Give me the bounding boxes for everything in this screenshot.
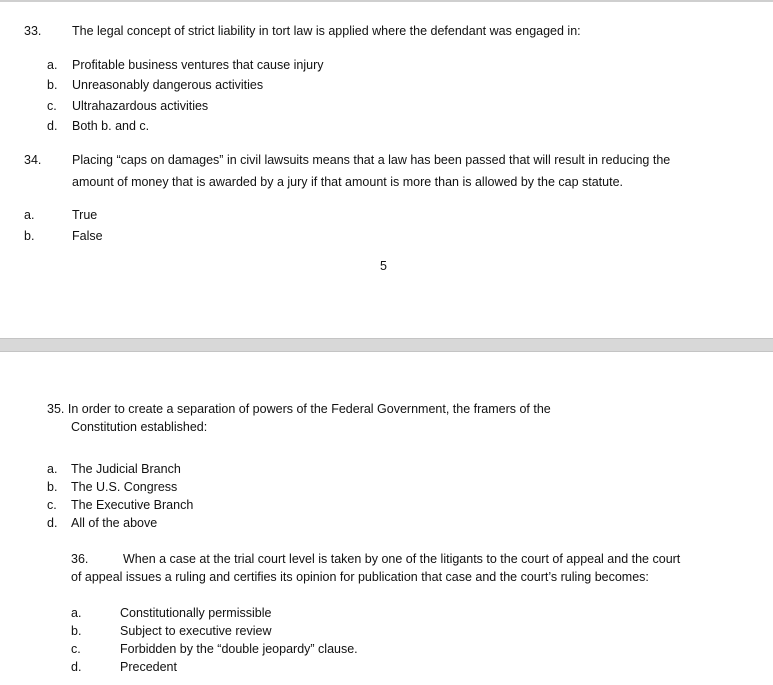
q33-option-d-letter: d. xyxy=(47,119,58,133)
q36-option-b-letter: b. xyxy=(71,624,82,638)
q33-option-c-text: Ultrahazardous activities xyxy=(72,99,209,113)
q34-option-a-text: True xyxy=(72,208,98,222)
q33-option-b-letter: b. xyxy=(47,78,58,92)
q36-option-d-text: Precedent xyxy=(120,660,177,674)
q34-option-b-letter: b. xyxy=(24,229,35,243)
q35-option-d-letter: d. xyxy=(47,516,58,530)
page-number: 5 xyxy=(380,259,387,273)
q34-option-a-letter: a. xyxy=(24,208,35,222)
q35-text-line2: Constitution established: xyxy=(71,420,208,434)
q35-option-b-text: The U.S. Congress xyxy=(71,480,178,494)
q33-option-a-letter: a. xyxy=(47,58,58,72)
q35-option-a-letter: a. xyxy=(47,462,58,476)
q33-number: 33. xyxy=(24,24,42,38)
q35-text-line1: 35. In order to create a separation of powers of the Federal Government, the framers of the xyxy=(47,402,551,416)
q35-option-c-letter: c. xyxy=(47,498,57,512)
q36-option-c-letter: c. xyxy=(71,642,81,656)
q36-option-a-text: Constitutionally permissible xyxy=(120,606,272,620)
q33-option-d-text: Both b. and c. xyxy=(72,119,150,133)
q33-option-c-letter: c. xyxy=(47,99,57,113)
q35-option-c-text: The Executive Branch xyxy=(71,498,194,512)
q36-text-line1: When a case at the trial court level is taken by one of the litigants to the court of appeal and the court xyxy=(123,552,681,566)
q33-option-b-text: Unreasonably dangerous activities xyxy=(72,78,264,92)
q36-option-c-text: Forbidden by the “double jeopardy” clause. xyxy=(120,642,358,656)
page-separator xyxy=(0,338,773,352)
q34-text-line1: Placing “caps on damages” in civil lawsuits means that a law has been passed that will result in reducing the xyxy=(72,153,671,167)
q33-text: The legal concept of strict liability in tort law is applied where the defendant was engaged in: xyxy=(72,24,581,38)
q36-number: 36. xyxy=(71,552,89,566)
q36-option-a-letter: a. xyxy=(71,606,82,620)
q33-option-a-text: Profitable business ventures that cause injury xyxy=(72,58,324,72)
q34-number: 34. xyxy=(24,153,42,167)
q34-text-line2: amount of money that is awarded by a jury if that amount is more than is allowed by the cap statute. xyxy=(72,175,623,189)
q36-option-d-letter: d. xyxy=(71,660,82,674)
q34-option-b-text: False xyxy=(72,229,103,243)
q35-option-d-text: All of the above xyxy=(71,516,158,530)
q35-option-b-letter: b. xyxy=(47,480,58,494)
q36-text-line2: of appeal issues a ruling and certifies its opinion for publication that case and the court’s ruling becomes: xyxy=(71,570,649,584)
q36-option-b-text: Subject to executive review xyxy=(120,624,272,638)
q35-option-a-text: The Judicial Branch xyxy=(71,462,181,476)
page-top-border xyxy=(0,0,773,2)
